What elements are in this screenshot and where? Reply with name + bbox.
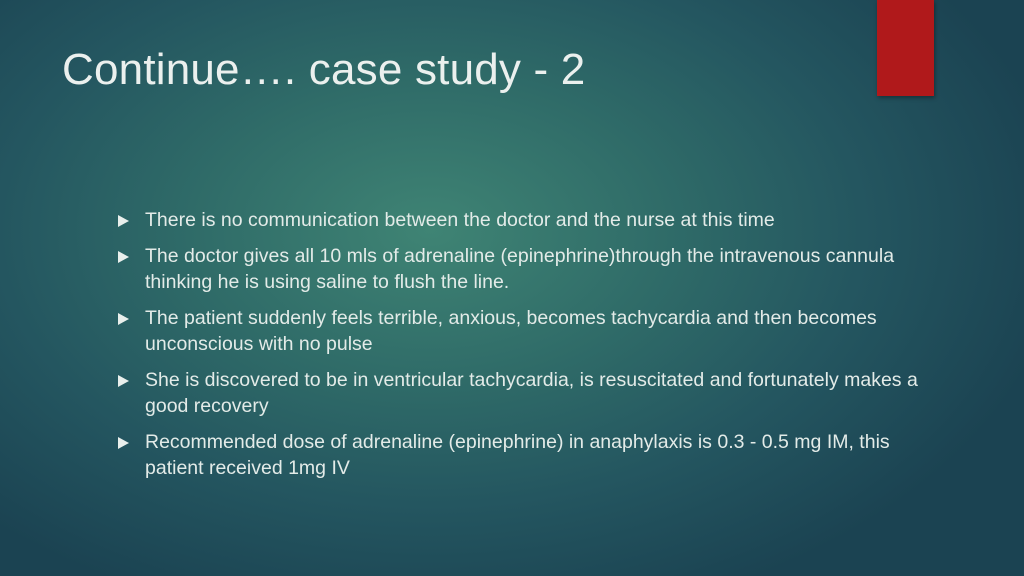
triangle-bullet-icon	[118, 367, 145, 393]
bullet-item-2	[118, 243, 918, 295]
slide-title: Continue…. case study - 2	[62, 45, 586, 94]
bullet-item-5	[118, 429, 918, 481]
triangle-bullet-icon	[118, 207, 145, 233]
bullet-list	[118, 207, 918, 491]
triangle-bullet-icon	[118, 429, 145, 455]
bullet-item-1	[118, 207, 918, 233]
bullet-item-4	[118, 367, 918, 419]
bullet-text: The patient suddenly feels terrible, anxious, becomes tachycardia and then becomes unconscious with no pulse	[145, 307, 877, 355]
accent-bar	[877, 0, 934, 96]
bullet-text: There is no communication between the doctor and the nurse at this time	[145, 209, 775, 231]
bullet-text: The doctor gives all 10 mls of adrenaline (epinephrine)through the intravenous cannula thinking he is using saline to flush the line.	[145, 245, 895, 293]
bullet-text: She is discovered to be in ventricular tachycardia, is resuscitated and fortunately makes a good recovery	[145, 369, 918, 417]
triangle-bullet-icon	[118, 243, 145, 269]
bullet-item-3	[118, 305, 918, 357]
bullet-text: Recommended dose of adrenaline (epinephrine) in anaphylaxis is 0.3 - 0.5 mg IM, this patient received 1mg IV	[145, 431, 890, 479]
triangle-bullet-icon	[118, 305, 145, 331]
